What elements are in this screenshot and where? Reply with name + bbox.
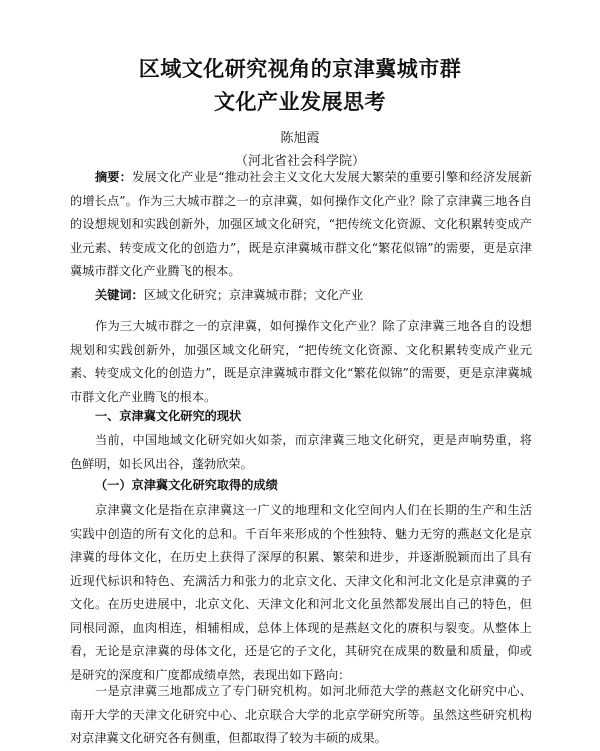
intro-paragraph: 作为三大城市群之一的京津冀，如何操作文化产业？除了京津冀三地各自的设想规划和实践创新外，加强区域文化研究，“把传统文化资源、文化积累转变成产业元素、转变成文化的创造力”，既是京津冀城市群文化“繁花似锦”的需要，更是京津冀城市群文化产业腾飞的根本。: [70, 319, 532, 404]
title-line-1: 区域文化研究视角的京津冀城市群: [138, 57, 462, 81]
body-paragraph-2: 一是京津冀三地都成立了专门研究机构。如河北师范大学的燕赵文化研究中心、南开大学的天津文化研究中心、北京联合大学的北京学研究所等。虽然这些研究机构对京津冀文化研究各有侧重，但都取得了较为丰硕的成果。: [70, 684, 532, 745]
section-1-paragraph: 当前，中国地域文化研究如火如荼，而京津冀三地文化研究，更是声响势重，将色鲜明，如长风出谷，蓬勃欣荣。: [70, 433, 532, 471]
section-1-heading: 一、京津冀文化研究的现状: [95, 409, 242, 423]
abstract-label: 摘要：: [95, 170, 132, 184]
keywords: [70, 284, 532, 308]
author-affiliation: （河北省社会科学院）: [234, 154, 365, 169]
body-paragraph-1: 京津冀文化是指在京津冀这一广义的地理和文化空间内人们在长期的生产和生活实践中创造的所有文化的总和。千百年来形成的个性独特、魅力无穷的燕赵文化是京津冀的母体文化，在历史上获得了深厚的积累、繁荣和进步，并逐渐脱颖而出了具有近现代标识和特色、充满活力和张力的北京文化、天津文化和河北文化是京津冀的子文化。在历史进展中，北京文化、天津文化和河北文化虽然都发展出自己的特色，但同根同源，血肉相连，相辅相成，总体上体现的是燕赵文化的赓积与裂变。从整体上看，无论是京津冀的母体文化，还是它的子文化，其研究在成果的数量和质量，仰或是研究的深度和广度都成绩卓然，表现出如下路向：: [70, 503, 532, 682]
title-line-2: 文化产业发展思考: [214, 90, 386, 114]
abstract-text: 发展文化产业是“推动社会主义文化大发展大繁荣的重要引擎和经济发展新的增长点”。作为三大城市群之一的京津冀，如何操作文化产业？除了京津冀三地各自的设想规划和实践创新外，加强区域文化研究，“把传统文化资源、文化积累转变成产业元素、转变成文化的创造力”，既是京津冀城市群文化“繁花似锦”的需要，更是京津冀城市群文化产业腾飞的根本。: [70, 170, 533, 278]
keywords-label: 关键词：: [95, 288, 144, 302]
keywords-text: 区域文化研究；京津冀城市群；文化产业: [143, 288, 364, 302]
author-name: 陈旭霞: [280, 131, 320, 146]
abstract: [70, 166, 532, 284]
subsection-1-heading: （一）京津冀文化研究取得的成绩: [95, 478, 278, 492]
